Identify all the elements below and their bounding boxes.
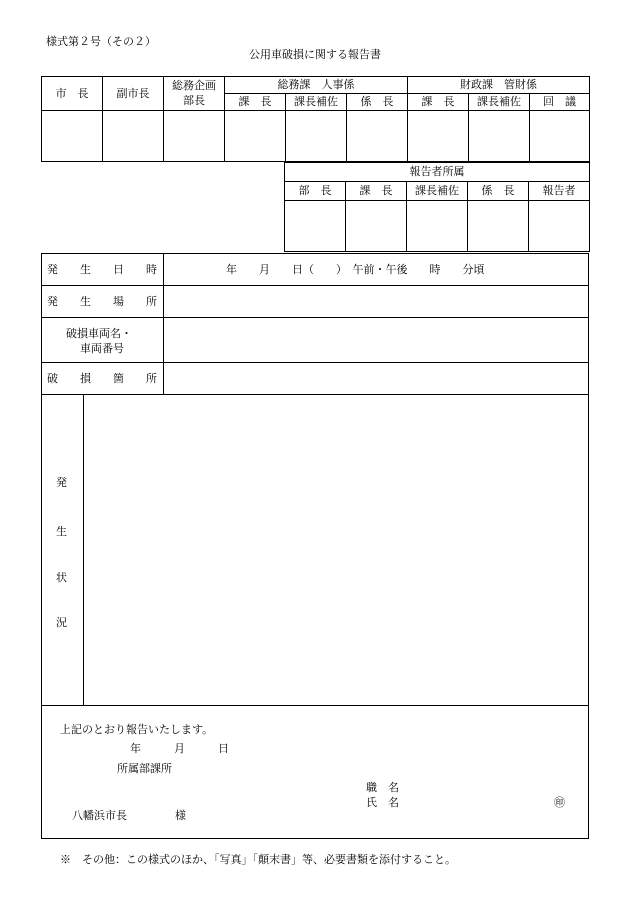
situation-char-2: 生	[56, 525, 67, 538]
report-date[interactable]: 年 月 日	[130, 742, 229, 755]
addressee-text: 八幡浜市長	[72, 809, 127, 822]
mayor-label: 市 長	[42, 77, 103, 111]
approval-table	[41, 76, 590, 162]
stamp-kaigi[interactable]	[530, 111, 590, 162]
dept-label: 所属部課所	[117, 762, 172, 775]
vehicle-field[interactable]	[164, 318, 588, 361]
stamp-vice-mayor[interactable]	[103, 111, 164, 162]
reporter-label: 報告者	[529, 182, 590, 201]
zaisei-kacho-label: 課 長	[408, 94, 469, 111]
stamp-zaisei-kacho-hosa[interactable]	[469, 111, 530, 162]
reporter-kacho-label: 課 長	[346, 182, 407, 201]
name-label: 氏 名	[366, 796, 399, 809]
reporter-group-label: 報告者所属	[285, 163, 590, 182]
datetime-field[interactable]: 年 月 日（ ） 午前・午後 時 分頃	[226, 263, 485, 276]
stamp-zaisei-kacho[interactable]	[408, 111, 469, 162]
vehicle-label-line2: 車両番号	[80, 342, 124, 355]
zaisei-group-label: 財政課 管財係	[408, 77, 590, 94]
statement-text: 上記のとおり報告いたします。	[60, 723, 214, 736]
damage-field[interactable]	[164, 363, 588, 393]
page-title: 公用車破損に関する報告書	[249, 48, 381, 61]
seal-mark: ㊞	[554, 796, 565, 809]
place-label: 発 生 場 所	[47, 295, 157, 308]
stamp-soumu-kacho[interactable]	[225, 111, 286, 162]
kaigi-label: 回 議	[530, 94, 590, 111]
stamp-soumu-kakaricho[interactable]	[347, 111, 408, 162]
position-label: 職 名	[366, 781, 399, 794]
soumu-kacho-hosa-label: 課長補佐	[286, 94, 347, 111]
form-number: 様式第２号（その２）	[46, 35, 156, 48]
reporter-kakaricho-label: 係 長	[468, 182, 529, 201]
datetime-label: 発 生 日 時	[47, 263, 157, 276]
planning-head-label: 総務企画 部長	[164, 77, 225, 111]
soumu-kakaricho-label: 係 長	[347, 94, 408, 111]
situation-char-3: 状	[56, 571, 67, 584]
reporter-kacho-hosa-label: 課長補佐	[407, 182, 468, 201]
stamp-reporter-kakaricho[interactable]	[468, 201, 529, 252]
situation-field[interactable]	[84, 395, 588, 704]
soumu-kacho-label: 課 長	[225, 94, 286, 111]
stamp-soumu-kacho-hosa[interactable]	[286, 111, 347, 162]
stamp-reporter-bucho[interactable]	[285, 201, 346, 252]
stamp-reporter-kacho-hosa[interactable]	[407, 201, 468, 252]
stamp-planning-head[interactable]	[164, 111, 225, 162]
attachment-note: ※ その他：この様式のほか、「写真」「顛末書」等、必要書類を添付すること。	[60, 853, 456, 866]
situation-char-4: 況	[56, 616, 67, 629]
soumu-group-label: 総務課 人事係	[225, 77, 408, 94]
place-field[interactable]	[164, 286, 588, 316]
reporter-bucho-label: 部 長	[285, 182, 346, 201]
damage-label: 破 損 箇 所	[47, 372, 157, 385]
addressee-sama: 様	[175, 809, 186, 822]
situation-char-1: 発	[56, 476, 67, 489]
vehicle-label-line1: 破損車両名・	[66, 327, 132, 340]
stamp-reporter[interactable]	[529, 201, 590, 252]
vice-mayor-label: 副市長	[103, 77, 164, 111]
zaisei-kacho-hosa-label: 課長補佐	[469, 94, 530, 111]
stamp-reporter-kacho[interactable]	[346, 201, 407, 252]
reporter-table	[284, 162, 590, 252]
stamp-mayor[interactable]	[42, 111, 103, 162]
